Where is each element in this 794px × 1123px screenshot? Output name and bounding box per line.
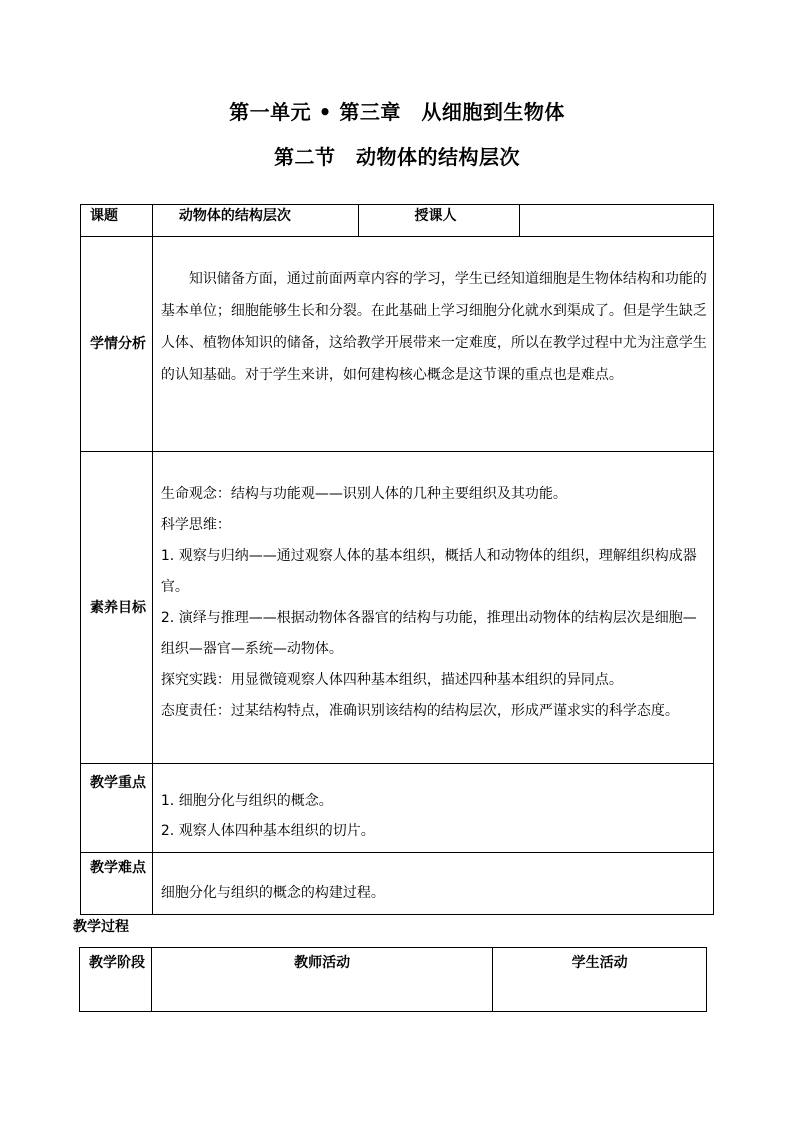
goal-line: 态度责任：过某结构特点，准确识别该结构的结构层次，形成严谨求实的科学态度。 xyxy=(160,703,679,719)
key-points-row xyxy=(81,764,714,853)
goals-cell xyxy=(152,452,713,764)
goal-line: 探究实践：用显微镜观察人体四种基本组织，描述四种基本组织的异同点。 xyxy=(160,672,623,688)
process-section-title: 教学过程 xyxy=(73,919,129,935)
teacher-value xyxy=(520,205,714,237)
key-points-label: 教学重点 xyxy=(81,764,153,853)
key-point: 1. 细胞分化与组织的概念。 xyxy=(160,793,333,809)
key-point: 2. 观察人体四种基本组织的切片。 xyxy=(160,823,375,839)
topic-value: 动物体的结构层次 xyxy=(152,205,358,237)
topic-label: 课题 xyxy=(81,205,153,237)
teacher-activity-header: 教师活动 xyxy=(151,948,492,1012)
topic-row xyxy=(81,205,714,237)
page-subtitle: 第二节 动物体的结构层次 xyxy=(274,145,520,169)
goal-line: 2. 演绎与推理——根据动物体各器官的结构与功能，推理出动物体的结构层次是细胞—组织—器官—系统—动物体。 xyxy=(160,610,697,657)
difficult-label: 教学难点 xyxy=(81,853,153,915)
goal-line: 生命观念：结构与功能观——识别人体的几种主要组织及其功能。 xyxy=(160,486,567,502)
student-activity-header: 学生活动 xyxy=(493,948,707,1012)
process-header-row xyxy=(80,948,707,1012)
process-table xyxy=(79,947,707,1012)
goals-row xyxy=(81,452,714,764)
lesson-info-table xyxy=(80,204,714,915)
analysis-label: 学情分析 xyxy=(81,237,153,452)
goal-line: 科学思维： xyxy=(160,517,231,533)
key-points-cell xyxy=(152,764,713,853)
teacher-label: 授课人 xyxy=(358,205,520,237)
page-title: 第一单元 • 第三章 从细胞到生物体 xyxy=(229,100,565,124)
goal-line: 1. 观察与归纳——通过观察人体的基本组织，概括人和动物体的组织，理解组织构成器官。 xyxy=(160,548,697,595)
stage-header: 教学阶段 xyxy=(80,948,152,1012)
difficult-row xyxy=(81,853,714,915)
difficult-text: 细胞分化与组织的概念的构建过程。 xyxy=(152,853,713,915)
analysis-row xyxy=(81,237,714,452)
goals-label: 素养目标 xyxy=(81,452,153,764)
analysis-text: 知识储备方面，通过前面两章内容的学习，学生已经知道细胞是生物体结构和功能的基本单位；细胞能够生长和分裂。在此基础上学习细胞分化就水到渠成了。但是学生缺乏人体、植物体知识的储备，这给教学开展带来一定难度，所以在教学过程中尤为注意学生的认知基础。对于学生来讲，如何建构核心概念是这节课的重点也是难点。 xyxy=(152,237,713,452)
